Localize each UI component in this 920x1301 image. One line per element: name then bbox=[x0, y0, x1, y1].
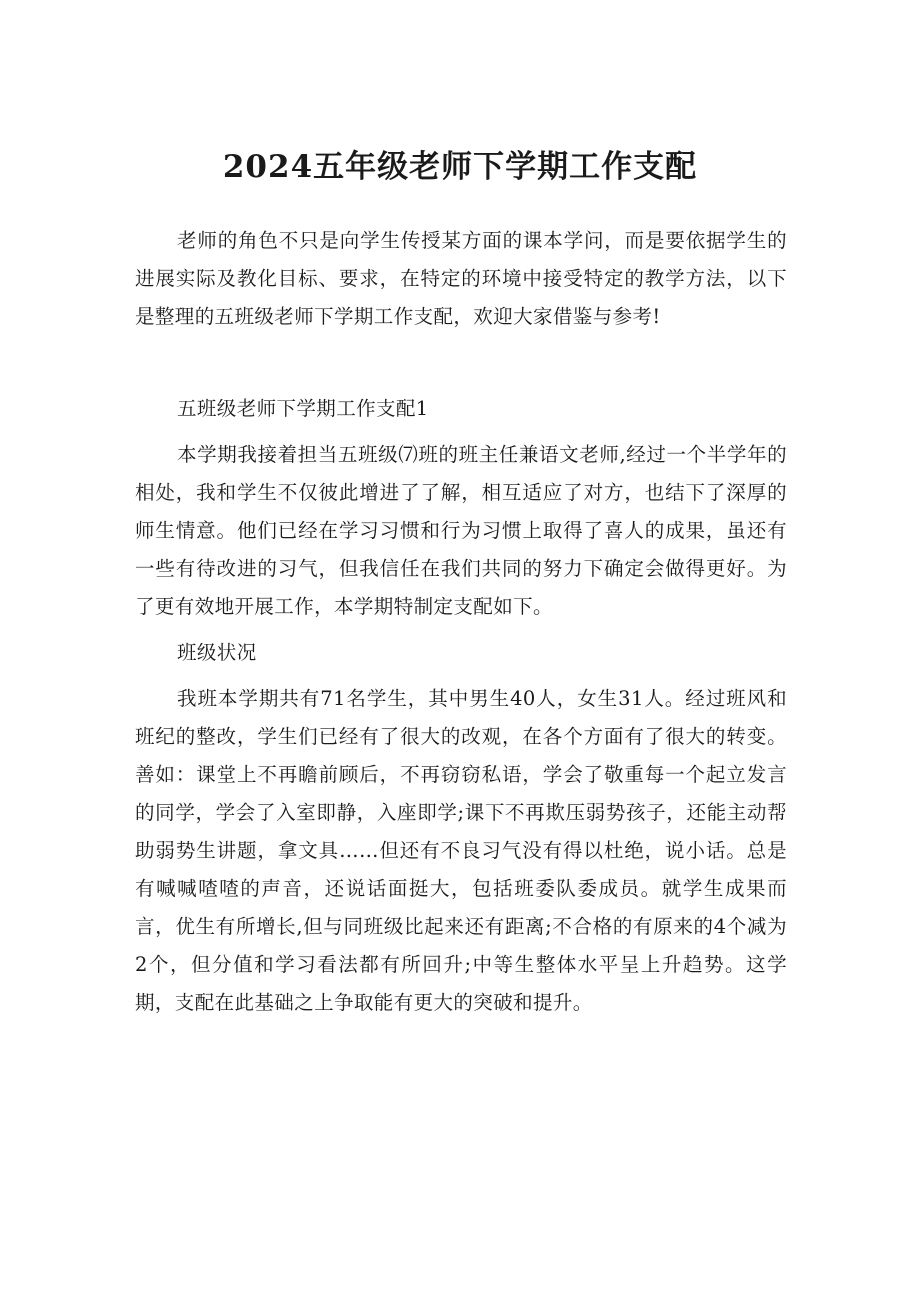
section1-paragraph: 本学期我接着担当五班级⑺班的班主任兼语文老师,经过一个半学年的相处，我和学生不仅彼此增进了了解，相互适应了对方，也结下了深厚的师生情意。他们已经在学习习惯和行为习惯上取得了喜人的成果，虽还有一些有待改进的习气，但我信任在我们共同的努力下确定会做得更好。为了更有效地开展工作，本学期特制定支配如下。 bbox=[135, 443, 787, 618]
spacer bbox=[135, 336, 787, 390]
intro-paragraph: 老师的角色不只是向学生传授某方面的课本学问，而是要依据学生的进展实际及教化目标、要求，在特定的环境中接受特定的教学方法，以下是整理的五班级老师下学期工作支配，欢迎大家借鉴与参考! bbox=[135, 229, 787, 328]
section1-heading: 五班级老师下学期工作支配1 bbox=[177, 397, 429, 420]
document-title: 2024五年级老师下学期工作支配 bbox=[222, 149, 698, 185]
spacer bbox=[135, 428, 787, 436]
spacer bbox=[135, 626, 787, 634]
class-status-heading: 班级状况 bbox=[177, 641, 257, 664]
class-status-paragraph: 我班本学期共有71名学生，其中男生40人，女生31人。经过班风和班纪的整改，学生们已经有了很大的改观，在各个方面有了很大的转变。善如：课堂上不再瞻前顾后，不再窃窃私语，学会了敬重每一个起立发言的同学，学会了入室即静，入座即学;课下不再欺压弱势孩子，还能主动帮助弱势生讲题，拿文具……但还有不良习气没有得以杜绝，说小话。总是有喊喊喳喳的声音，还说话面挺大，包括班委队委成员。就学生成果而言，优生有所增长,但与同班级比起来还有距离;不合格的有原来的4个减为2个，但分值和学习看法都有所回升;中等生整体水平呈上升趋势。这学期，支配在此基础之上争取能有更大的突破和提升。 bbox=[135, 687, 787, 1014]
document-body bbox=[135, 222, 787, 1022]
spacer bbox=[135, 672, 787, 680]
